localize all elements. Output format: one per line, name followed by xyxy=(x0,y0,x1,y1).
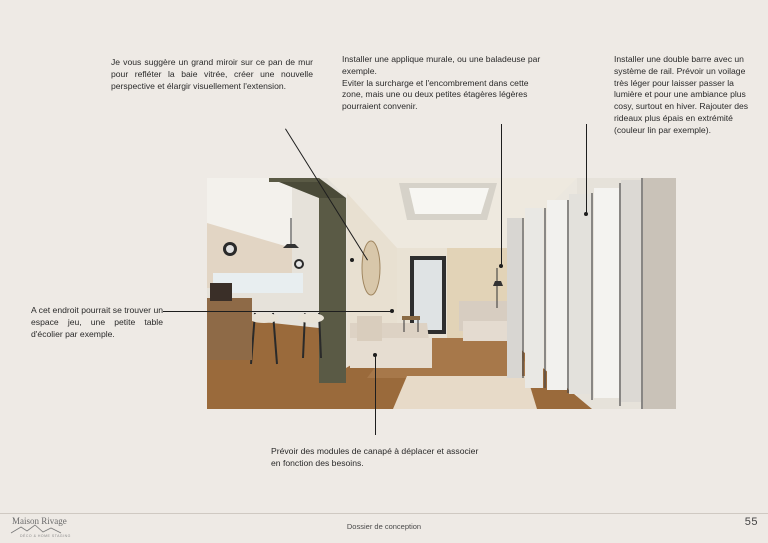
note-play-area xyxy=(31,305,163,340)
leader-dot-curtains xyxy=(584,212,588,216)
note-sofa-text: Prévoir des modules de canapé à déplacer et associer en fonction des besoins. xyxy=(271,446,479,468)
note-sofa xyxy=(271,446,486,470)
leader-dot-sofa xyxy=(373,353,377,357)
leader-line-curtains xyxy=(586,124,587,214)
leader-dot-mirror xyxy=(350,258,354,262)
document-title: Dossier de conception xyxy=(346,522,422,531)
note-sconce-line2: Eviter la surcharge et l'encombrement dans cette zone, mais une ou deux petites étagères légères pourraient convenir. xyxy=(342,77,529,112)
note-sconce-line1: Installer une applique murale, ou une baladeuse par exemple. xyxy=(342,54,541,76)
note-mirror xyxy=(111,57,313,92)
footer-divider xyxy=(0,513,768,514)
interior-render-image xyxy=(207,178,676,409)
leader-dot-sconce xyxy=(499,264,503,268)
leader-line-play xyxy=(163,311,392,312)
note-mirror-text: Je vous suggère un grand miroir sur ce pan de mur pour refléter la baie vitrée, créer une nouvelle perspective et élargir visuellement l'extension. xyxy=(111,57,313,91)
logo-name: Maison Rivage xyxy=(12,516,67,526)
note-sconce xyxy=(342,54,548,113)
page-number: 55 xyxy=(744,516,758,528)
note-play-area-text: A cet endroit pourrait se trouver un espace jeu, une petite table d'écolier par exemple. xyxy=(31,305,163,339)
logo-tagline: DÉCO & HOME STAGING xyxy=(20,534,71,538)
leader-dot-play xyxy=(390,309,394,313)
leader-line-sofa xyxy=(375,355,376,435)
leader-line-sconce xyxy=(501,124,502,266)
note-curtains-text: Installer une double barre avec un système de rail. Prévoir un voilage très léger pour laisser passer la lumière et pour une ambiance plus cosy, surtout en hiver. Rajouter des rideaux plus épais en extrémité (couleur lin par exemple). xyxy=(614,54,749,135)
note-curtains xyxy=(614,54,750,137)
